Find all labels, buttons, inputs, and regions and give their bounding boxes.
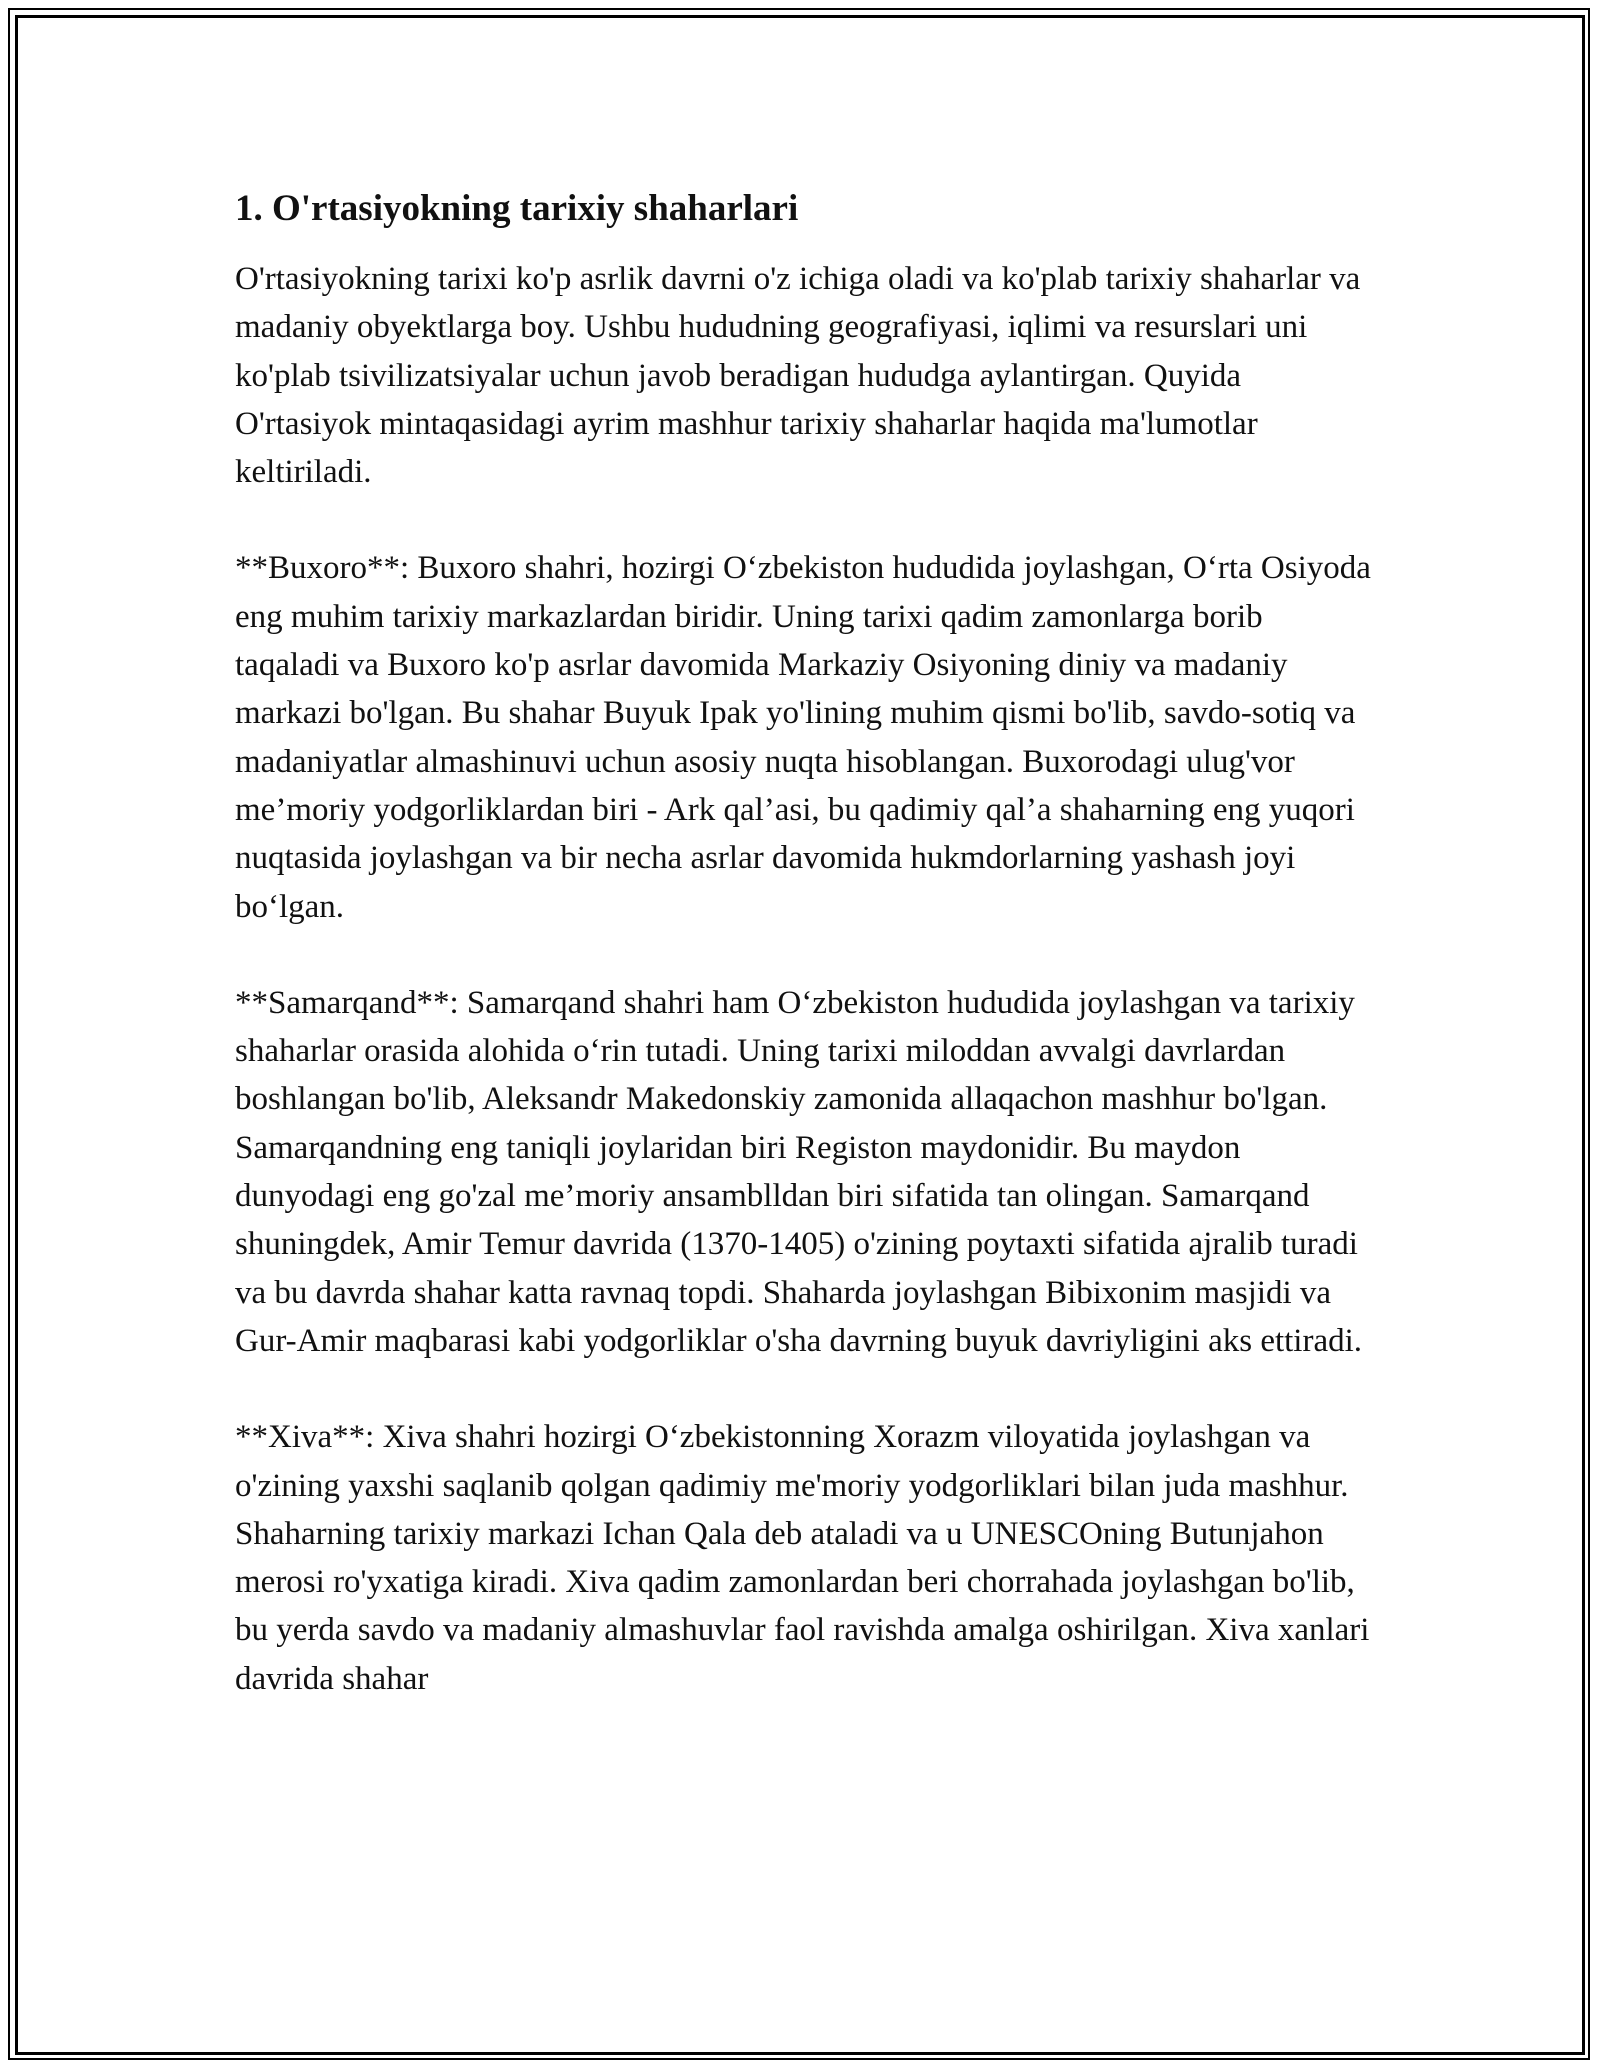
section-heading: 1. O'rtasiyokning tarixiy shaharlari [235, 188, 799, 229]
document-body [235, 185, 1375, 1751]
paragraph-intro: O'rtasiyokning tarixi ko'p asrlik davrni o'z ichiga oladi va ko'plab tarixiy shaharlar va madaniy obyektlarga boy. Ushbu hududning geografiyasi, iqlimi va resurslari uni ko'plab tsivilizatsiyalar uchun javob beradigan hududga aylantirgan. Quyida O'rtasiyok mintaqasidagi ayrim mashhur tarixiy shaharlar haqida ma'lumotlar keltiriladi. [235, 261, 1361, 491]
paragraph-xiva: **Xiva**: Xiva shahri hozirgi O‘zbekistonning Xorazm viloyatida joylashgan va o'zining yaxshi saqlanib qolgan qadimiy me'moriy yodgorliklari bilan juda mashhur. Shaharning tarixiy markazi Ichan Qala deb ataladi va u UNESCOning Butunjahon merosi ro'yxatiga kiradi. Xiva qadim zamonlardan beri chorrahada joylashgan bo'lib, bu yerda savdo va madaniy almashuvlar faol ravishda amalga oshirilgan. Xiva xanlari davrida shahar [235, 1419, 1370, 1697]
paragraph-samarqand: **Samarqand**: Samarqand shahri ham O‘zbekiston hududida joylashgan va tarixiy shaharlar orasida alohida o‘rin tutadi. Uning tarixi miloddan avvalgi davrlardan boshlangan bo'lib, Aleksandr Makedonskiy zamonida allaqachon mashhur bo'lgan. Samarqandning eng taniqli joylaridan biri Registon maydonidir. Bu maydon dunyodagi eng go'zal me’moriy ansamblldan biri sifatida tan olingan. Samarqand shuningdek, Amir Temur davrida (1370-1405) o'zining poytaxti sifatida ajralib turadi va bu davrda shahar katta ravnaq topdi. Shaharda joylashgan Bibixonim masjidi va Gur-Amir maqbarasi kabi yodgorliklar o'sha davrning buyuk davriyligini aks ettiradi. [235, 984, 1363, 1359]
paragraph-buxoro: **Buxoro**: Buxoro shahri, hozirgi O‘zbekiston hududida joylashgan, O‘rta Osiyoda eng muhim tarixiy markazlardan biridir. Uning tarixi qadim zamonlarga borib taqaladi va Buxoro ko'p asrlar davomida Markaziy Osiyoning diniy va madaniy markazi bo'lgan. Bu shahar Buyuk Ipak yo'lining muhim qismi bo'lib, savdo-sotiq va madaniyatlar almashinuvi uchun asosiy nuqta hisoblangan. Buxorodagi ulug'vor me’moriy yodgorliklardan biri - Ark qal’asi, bu qadimiy qal’a shaharning eng yuqori nuqtasida joylashgan va bir necha asrlar davomida hukmdorlarning yashash joyi bo‘lgan. [235, 550, 1371, 925]
